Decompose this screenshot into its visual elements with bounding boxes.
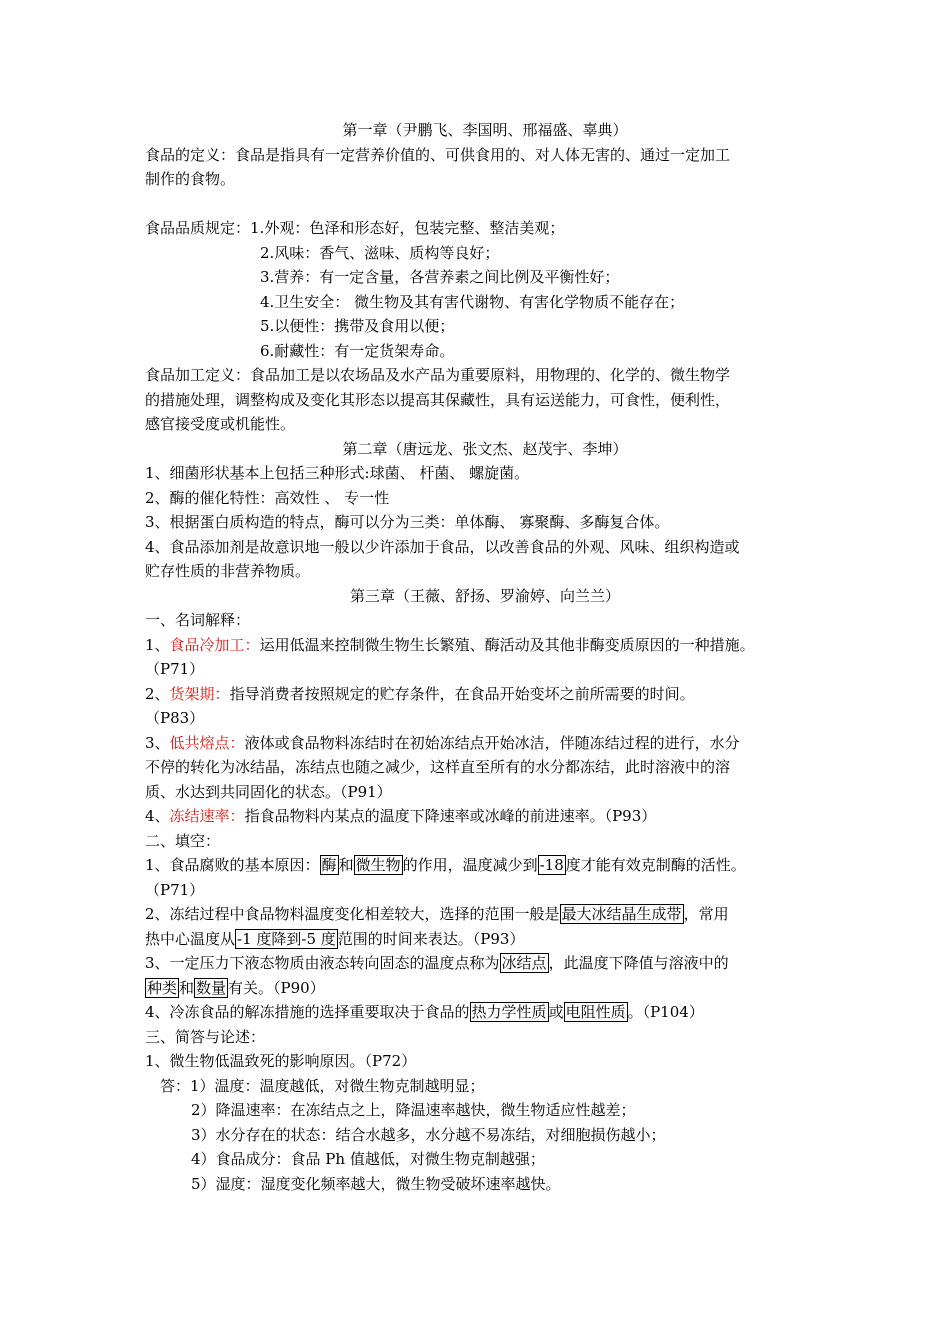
chapter2-line: 4、食品添加剂是故意识地一般以少许添加于食品，以改善食品的外观、风味、组织构造或 (145, 537, 740, 556)
blank-line (145, 192, 825, 217)
answer-box: 冰结点 (501, 954, 547, 972)
fill-blank-item-cont: 种类 和 数量 有关。（P90） (147, 978, 325, 997)
page-ref: （P71） (145, 880, 205, 899)
answer-line: 3）水分存在的状态：结合水越多，水分越不易冻结，对细胞损伤越小； (191, 1125, 666, 1144)
section-title: 一、名词解释： (145, 611, 251, 629)
term-label: 低共熔点： (169, 733, 245, 752)
term-label: 食品冷加工： (169, 635, 260, 654)
chapter2-line: 1、细菌形状基本上包括三种形式:球菌、 杆菌、 螺旋菌。 (145, 464, 530, 482)
answer-line: 答：1）温度：温度越低，对微生物克制越明显； (160, 1076, 485, 1095)
term-label: 冻结速率： (169, 807, 245, 825)
answer-box: 电阻性质 (565, 1003, 626, 1021)
fill-blank-item: 1、食品腐败的基本原因： 酶 和 微生物 的作用，温度减少到 -18 度才能有效克制酶的活性。 (145, 856, 746, 874)
chapter2-line: 2、酶的催化特性：高效性 、 专一性 (145, 488, 390, 507)
quality-item: 食品品质规定：1.外观：色泽和形态好，包装完整、整洁美观； (145, 219, 565, 237)
fill-blank-item-cont: 热中心温度从 -1 度降到-5 度 范围的时间来表达。（P93） (145, 929, 525, 948)
answer-box: 数量 (196, 978, 227, 997)
answer-box: 微生物 (355, 856, 401, 874)
fill-blank-item: 3、一定压力下液态物质由液态转向固态的温度点称为 冰结点 ，此温度下降值与溶液中的 (145, 954, 729, 972)
question: 1、微生物低温致死的影响原因。（P72） (145, 1052, 417, 1070)
food-definition-line: 制作的食物。 (145, 170, 236, 188)
quality-item: 3.营养：有一定含量，各营养素之间比例及平衡性好； (260, 268, 620, 286)
answer-line: 2）降温速率：在冻结点之上，降温速率越快，微生物适应性越差； (191, 1101, 636, 1119)
term-definition-cont: 质、水达到共同固化的状态。（P91） (145, 782, 392, 801)
term-definition: 1、食品冷加工：运用低温来控制微生物生长繁殖、酶活动及其他非酶变质原因的一种措施。 (145, 635, 755, 654)
term-definition: 4、冻结速率：指食品物料内某点的温度下降速率或冰峰的前进速率。（P93） (145, 807, 657, 825)
term-definition: 2、货架期：指导消费者按照规定的贮存条件，在食品开始变坏之前所需要的时间。 (145, 684, 695, 703)
chapter1-heading: 第一章（尹鹏飞、李国明、邢福盛、辜典） (342, 121, 628, 139)
quality-item: 6.耐藏性：有一定货架寿命。 (260, 341, 455, 360)
quality-label: 食品品质规定： (145, 219, 251, 237)
answer-box: 最大冰结晶生成带 (561, 905, 682, 923)
fill-blank-item: 4、冷冻食品的解冻措施的选择重要取决于食品的 热力学性质 或 电阻性质 。（P104） (145, 1003, 704, 1021)
term-definition-cont: 不停的转化为冰结晶，冻结点也随之减少，这样直至所有的水分都冻结，此时溶液中的溶 (145, 758, 731, 776)
quality-item: 4.卫生安全： 微生物及其有害代谢物、有害化学物质不能存在； (260, 292, 685, 311)
processing-definition-line: 的措施处理，调整构成及变化其形态以提高其保藏性，具有运送能力，可食性，便利性， (145, 390, 731, 409)
answer-line: 5）湿度：湿度变化频率越大，微生物受破坏速率越快。 (191, 1174, 561, 1193)
answer-box: 热力学性质 (471, 1003, 547, 1021)
fill-blank-item: 2、冻结过程中食品物料温度变化相差较大，选择的范围一般是 最大冰结晶生成带 ，常用 (145, 905, 729, 923)
document-page (145, 118, 825, 1196)
food-definition-line: 食品的定义：食品是指具有一定营养价值的、可供食用的、对人体无害的、通过一定加工 (145, 145, 731, 164)
chapter2-heading: 第二章（唐远龙、张文杰、赵茂宇、李坤） (342, 439, 628, 458)
answer-line: 4）食品成分：食品 Ph 值越低，对微生物克制越强； (191, 1150, 545, 1168)
answer-box: 酶 (321, 856, 337, 874)
page-ref: （P71） (145, 660, 205, 678)
term-definition: 3、低共熔点：液体或食品物料冻结时在初始冻结点开始冰洁，伴随冻结过程的进行，水分 (145, 733, 740, 752)
section-title: 二、填空： (145, 831, 221, 850)
quality-item: 5.以便性：携带及食用以便； (260, 317, 455, 335)
answer-box: 种类 (147, 978, 178, 997)
answer-box: -1 度降到-5 度 (237, 929, 336, 948)
chapter2-line: 贮存性质的非营养物质。 (145, 562, 311, 580)
answer-box: -18 (539, 856, 564, 874)
page-ref: （P83） (145, 709, 205, 727)
processing-definition-line: 食品加工定义：食品加工是以农场品及水产品为重要原料，用物理的、化学的、微生物学 (145, 366, 731, 384)
chapter2-line: 3、根据蛋白质构造的特点，酶可以分为三类：单体酶、 寡聚酶、多酶复合体。 (145, 513, 670, 531)
quality-item: 2.风味：香气、滋味、质构等良好； (260, 243, 500, 262)
chapter3-heading: 第三章（王薇、舒扬、罗渝婷、向兰兰） (349, 586, 620, 605)
section-title: 三、简答与论述： (145, 1027, 266, 1046)
processing-definition-line: 感官接受度或机能性。 (145, 415, 296, 433)
term-label: 货架期： (169, 684, 230, 703)
